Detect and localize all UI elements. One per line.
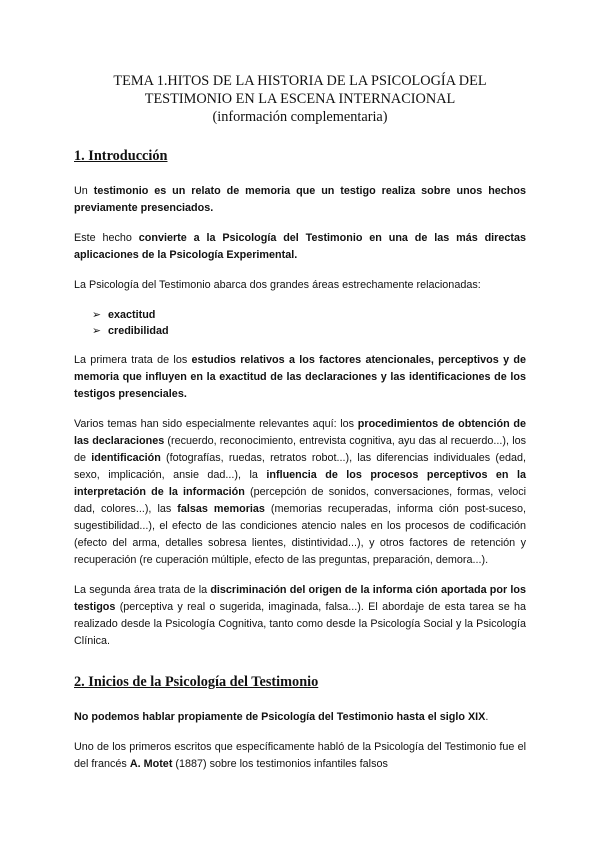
- list-item-label: exactitud: [108, 309, 156, 321]
- section-2-heading: 2. Inicios de la Psicología del Testimonio: [74, 674, 319, 690]
- bold-text: No podemos hablar propiamente de Psicología del Testimonio hasta el siglo XIX: [74, 711, 486, 723]
- text: (fotografías, ruedas, retratos robot...), las diferencias individuales (edad, sexo, implicación, ansie dad...), la: [74, 452, 526, 481]
- title-line-3: (información complementaria): [212, 109, 388, 125]
- text: (recuerdo, reconocimiento, entrevista cognitiva, ayu das al recuerdo...), los de: [74, 435, 526, 464]
- text: (1887) sobre los testimonios infantiles falsos: [172, 758, 388, 770]
- arrow-bullet-icon: ➢: [92, 325, 102, 337]
- bold-text: estudios relativos a los factores atencionales, perceptivos y de memoria que influyen en la exactitud de las declaraciones y las identificaciones de los testigos presenciales.: [74, 354, 526, 400]
- document-title: [74, 72, 526, 126]
- title-line-2: TESTIMONIO EN LA ESCENA INTERNACIONAL: [144, 91, 456, 107]
- text: La primera trata de los: [74, 354, 192, 366]
- list-item-label: credibilidad: [108, 325, 169, 337]
- paragraph-first-area: [74, 352, 526, 403]
- text: (percepción de sonidos, conversaciones, formas, veloci dad, colores...), las: [74, 486, 526, 515]
- text: Un: [74, 185, 94, 197]
- text: (memorias recuperadas, informa ción post-suceso, sugestibilidad...), el efecto de las condiciones atencio nales en los procesos de codificación (efecto del arma, detalles sobresa lientes, distintividad...), y otros factores de retención y recuperación (re cuperación múltiple, efecto de las preguntas, preparación, demora...).: [74, 503, 527, 566]
- paragraph-psicologia-experimental: [74, 230, 526, 264]
- bold-text: testimonio es un relato de memoria que un testigo realiza sobre unos hechos previamente presenciados.: [74, 185, 526, 214]
- arrow-bullet-icon: ➢: [92, 309, 102, 321]
- text: Varios temas han sido especialmente relevantes aquí: los: [74, 418, 358, 430]
- text: Uno de los primeros escritos que específicamente habló de la Psicología del Testimonio fue el del francés: [74, 741, 526, 770]
- bold-text: identificación: [91, 452, 161, 464]
- text: La segunda área trata de la: [74, 584, 211, 596]
- paragraph-relevant-topics: [74, 416, 526, 569]
- list-item: [92, 323, 526, 339]
- paragraph-siglo-xix: [74, 709, 526, 726]
- list-item: [92, 307, 526, 323]
- bold-text: falsas memorias: [177, 503, 265, 515]
- title-line-1: TEMA 1.HITOS DE LA HISTORIA DE LA PSICOLOGÍA DEL: [113, 73, 487, 89]
- bold-text: A. Motet: [129, 758, 173, 770]
- paragraph-second-area: [74, 582, 526, 650]
- areas-list: [74, 307, 526, 339]
- paragraph-testimonio-definition: [74, 183, 526, 217]
- text: Este hecho: [74, 232, 139, 244]
- text: (perceptiva y real o sugerida, imaginada, falsa...). El abordaje de esta tarea se ha realizado desde la Psicología Cognitiva, tanto como desde la Psicología Social y la Psicología Clínica.: [74, 601, 526, 647]
- text: .: [485, 711, 489, 723]
- section-1-heading: 1. Introducción: [74, 148, 168, 164]
- bold-text: procedimientos de obtención de las declaraciones: [74, 418, 526, 447]
- bold-text: convierte a la Psicología del Testimonio en una de las más directas aplicaciones de la Psicología Experimental.: [74, 232, 526, 261]
- paragraph-motet: [74, 739, 526, 773]
- paragraph-two-areas: La Psicología del Testimonio abarca dos grandes áreas estrechamente relacionadas:: [74, 279, 481, 291]
- bold-text: influencia de los procesos perceptivos en la interpretación de la información: [74, 469, 526, 498]
- bold-text: discriminación del origen de la informa ción aportada por los testigos: [74, 584, 526, 613]
